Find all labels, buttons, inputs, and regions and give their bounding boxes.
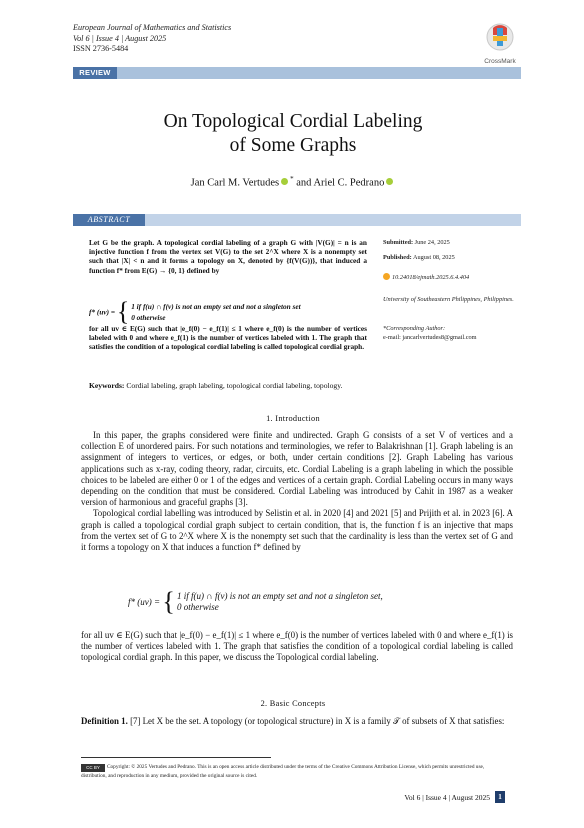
keywords-text: Cordial labeling, graph labeling, topological cordial labeling, topology. [126,381,343,390]
doi-icon [383,273,390,280]
authors-line [73,175,513,189]
abstract-formula-case-1: 1 if f(u) ∩ f(v) is not an empty set and not a singleton set [131,302,301,311]
cc-license-icon[interactable]: CC BY [81,764,105,772]
intro-formula [128,589,488,615]
journal-name: European Journal of Mathematics and Statistics [73,23,232,32]
doi[interactable] [383,273,523,282]
title-line-2: of Some Graphs [229,135,357,156]
journal-issue: Vol 6 | Issue 4 | August 2025 [73,33,167,43]
footer-issue: Vol 6 | Issue 4 | August 2025 [404,793,490,802]
intro-paragraph-1: In this paper, the graphs considered were finite and undirected. Graph G consists of a set V of vertices and a collection E of unordered pairs. For such notations and terminologies, we refer to Balakrishnan [1]. Graph labeling is an assignment of integers to vertices, or edges, or both, under certain conditions [2]. Graph Labeling has various applications such as x-ray, coding theory, radar, circuits, etc. Cordial Labeling is a graph labeling in which the possible choices to be labeled are either 0 or 1 of the edges and vertices of a certain graph. Cordial Labeling occurs in many ways depending on the condition that must be considered. Cordial Labeling was introduced by Cahit in 1987 as a weaker version of harmonious and graceful graphs [3]. [81,430,513,508]
copyright-notice [81,763,511,780]
definition-paragraph [81,716,513,727]
page-number: 1 [495,791,505,803]
definition-text: [7] Let X be the set. A topology (or topological structure) in X is a family 𝒯 of subsets of X that satisfies: [130,716,505,726]
footnote-divider [81,757,271,758]
abstract-label: ABSTRACT [73,214,145,226]
corresponding-label: *Corresponding Author: [383,325,446,332]
journal-header [73,23,231,55]
section-2-heading: 2. Basic Concepts [260,699,326,708]
copyright-text: Copyright: © 2025 Vertudes and Pedrano. This is an open access article distributed under the terms of the Creative Commons Attribution License, which permits unrestricted use, distribution, and reproduction in any medium, provided the original source is cited. [81,764,485,779]
affiliation: University of Southeastern Philippines, Philippines. [383,296,514,303]
review-label: REVIEW [73,67,117,79]
orcid-icon[interactable] [281,178,288,185]
author-1: Jan Carl M. Vertudes [190,177,280,189]
section-1-body [81,430,513,553]
keywords-label: Keywords: [89,381,125,390]
abstract-formula-case-2: 0 otherwise [131,313,166,322]
keywords [89,381,367,391]
published-value: August 08, 2025 [412,254,455,261]
submitted-date [383,239,523,247]
definition-label: Definition 1. [81,716,128,726]
author-2: Ariel C. Pedrano [313,177,385,189]
crossmark-icon [485,22,515,52]
authors-connector: and [296,177,312,189]
abstract-formula-lhs: f* (uv) = [89,307,116,317]
formula-brace: { [162,587,175,616]
submitted-value: June 24, 2025 [414,239,450,246]
intro-formula-case-1: 1 if f(u) ∩ f(v) is not an empty set and not a singleton set, [177,591,383,601]
formula-brace: { [116,297,130,326]
published-date [383,254,523,262]
title-line-1: On Topological Cordial Labeling [163,111,423,132]
orcid-icon[interactable] [386,178,393,185]
intro-paragraph-3-block [81,630,513,664]
definition-1 [81,716,513,727]
corresponding-email[interactable]: e-mail: jancarlvertudes8@gmail.com [383,334,477,341]
abstract-paragraph-1: Let G be the graph. A topological cordial labeling of a graph G with |V(G)| = n is an injective function f from the vertex set V(G) to the set 2^X where X is a nonempty set such that |X| < n and it forms a topology on X, denoted by {f(V(G))}, that induced a function f* from E(G) → {0, 1} defined by [89,238,367,275]
intro-paragraph-2: Topological cordial labelling was introduced by Selistin et al. in 2020 [4] and 2021 [5] and Prijith et al. in 2023 [6]. A graph is called a topological cordial graph subject to certain condition, that is, the function f is an injective that maps from the vertex set of G to 2^X where X is the nonempty set such that the cardinality is less than the vertex set of G and it forms a topology on X that induces a function f* defined by [81,508,513,553]
section-1-heading: 1. Introduction [266,414,320,423]
journal-issn: ISSN 2736-5484 [73,44,129,53]
intro-formula-lhs: f* (uv) = [128,597,161,607]
author-1-mark: * [290,175,294,183]
formula-cases [177,591,383,613]
intro-paragraph-3: for all uv ∈ E(G) such that |e_f(0) − e_f(1)| ≤ 1 where e_f(0) is the number of vertices labeled with 0 and where e_f(1) is the number of vertices labeled with 1. The graph that satisfies the condition of a topological cordial labeling is called topological cordial graph. In this paper, we discuss the Topological cordial labeling. [81,630,513,663]
review-bar [73,67,521,79]
published-label: Published: [383,254,412,261]
crossmark-label: CrossMark [484,58,516,65]
abstract-paragraph-2: for all uv ∈ E(G) such that |e_f(0) − e_f(1)| ≤ 1 where e_f(0) is the number of vertices labeled with 0 and where e_f(1) is the number of vertices labeled with 1. The graph that satisfies the condition of a topological cordial labeling is called topological cordial graph. [89,324,367,352]
formula-cases [131,301,300,323]
submitted-label: Submitted: [383,239,414,246]
doi-value[interactable]: 10.24018/ejmath.2025.6.4.404 [392,274,470,281]
crossmark-badge[interactable] [478,22,522,65]
intro-formula-case-2: 0 otherwise [177,602,219,612]
paper-title [73,110,513,158]
abstract-formula [89,297,371,326]
